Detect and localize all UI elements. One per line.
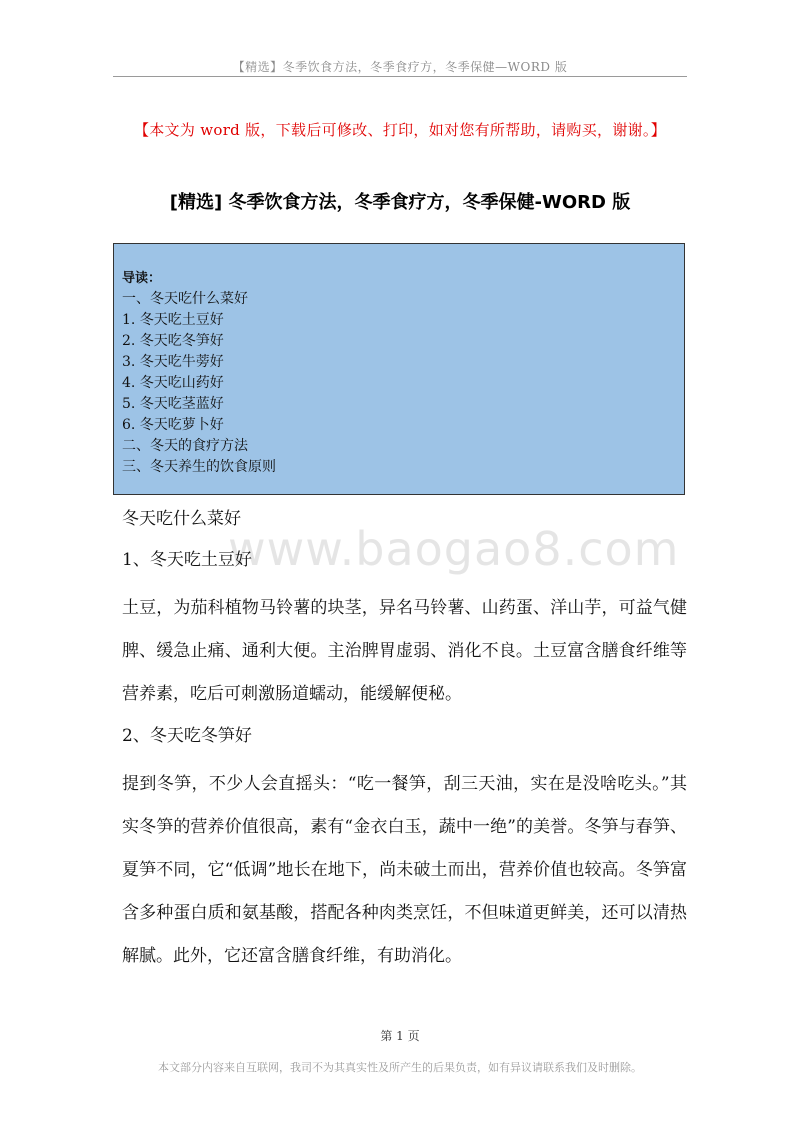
- guide-box: [113, 243, 685, 495]
- document-title: [精选] 冬季饮食方法，冬季食疗方，冬季保健-WORD 版: [169, 192, 631, 213]
- download-notice: 【本文为 word 版，下载后可修改、打印，如对您有所帮助，请购买，谢谢。】: [133, 121, 667, 139]
- document-body: [122, 505, 687, 979]
- paragraph-potato: 土豆，为茄科植物马铃薯的块茎，异名马铃薯、山药蛋、洋山芋，可益气健脾、缓急止痛、通利大便。主治脾胃虚弱、消化不良。土豆富含膳食纤维等营养素，吃后可刺激肠道蠕动，能缓解便秘。: [122, 598, 687, 704]
- guide-item: 一、冬天吃什么菜好: [122, 291, 248, 307]
- guide-item: 二、冬天的食疗方法: [122, 438, 248, 454]
- guide-title: 导读：: [122, 271, 162, 286]
- page-number: 第 1 页: [380, 1029, 420, 1043]
- section-heading-main: 冬天吃什么菜好: [122, 509, 241, 529]
- guide-item: 5. 冬天吃茎蓝好: [122, 396, 224, 412]
- paragraph-bamboo-shoot: 提到冬笋，不少人会直摇头：“吃一餐笋，刮三天油，实在是没啥吃头。”其实冬笋的营养价值很高，素有“金衣白玉，蔬中一绝”的美誉。冬笋与春笋、夏笋不同，它“低调”地长在地下，尚未破土而出，营养价值也较高。冬笋富含多种蛋白质和氨基酸，搭配各种肉类烹饪，不但味道更鲜美，还可以清热解腻。此外，它还富含膳食纤维，有助消化。: [122, 774, 687, 966]
- guide-item: 1. 冬天吃土豆好: [122, 312, 224, 328]
- guide-item: 6. 冬天吃萝卜好: [122, 417, 224, 433]
- footer-disclaimer: 本文部分内容来自互联网，我司不为其真实性及所产生的后果负责，如有异议请联系我们及时删除。: [158, 1061, 642, 1074]
- running-header: 【精选】冬季饮食方法，冬季食疗方，冬季保健—WORD 版: [232, 60, 568, 74]
- watermark: www.baogao8.com: [228, 522, 680, 576]
- guide-item: 3. 冬天吃牛蒡好: [122, 354, 224, 370]
- guide-item: 2. 冬天吃冬笋好: [122, 333, 224, 349]
- section-heading-potato: 1、冬天吃土豆好: [122, 550, 252, 570]
- guide-item: 三、冬天养生的饮食原则: [122, 459, 276, 475]
- guide-item: 4. 冬天吃山药好: [122, 375, 224, 391]
- header-divider: [113, 76, 687, 77]
- section-heading-bamboo-shoot: 2、冬天吃冬笋好: [122, 726, 252, 746]
